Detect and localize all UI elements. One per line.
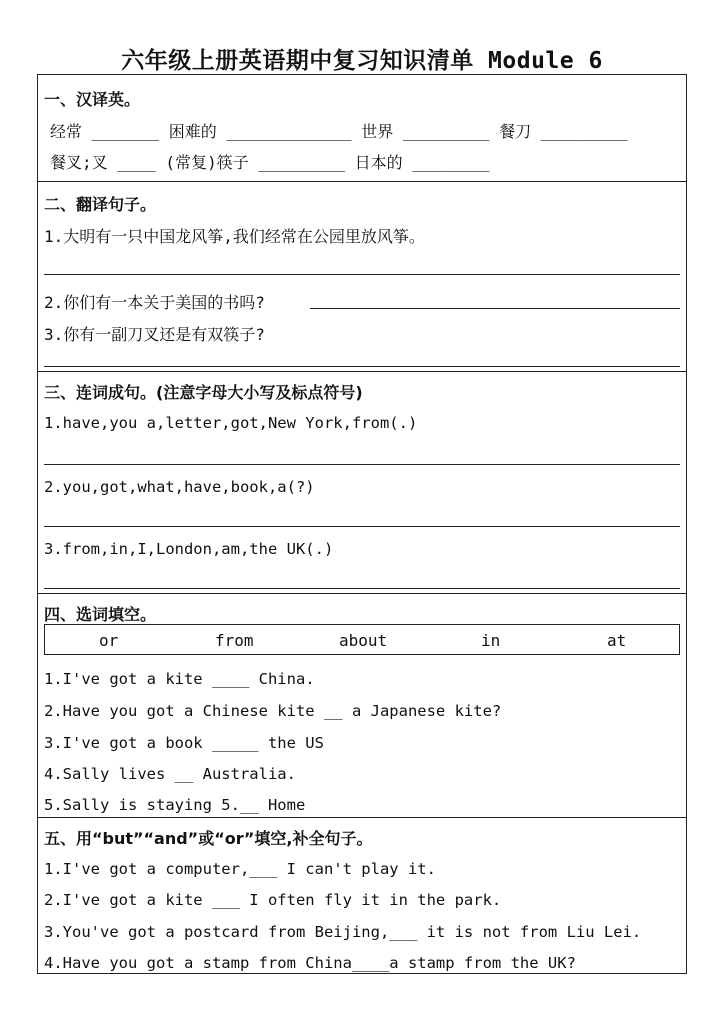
- section-heading: 一、汉译英。: [44, 90, 141, 109]
- word-bank-item: or: [99, 631, 119, 650]
- answer-line: [44, 588, 680, 589]
- question-text: 1.大明有一只中国龙风筝,我们经常在公园里放风筝。: [44, 227, 425, 246]
- word-bank-item: in: [481, 631, 501, 650]
- section-heading: 五、用“but”“and”或“or”填空,补全句子。: [44, 829, 373, 848]
- section-fill-words: [38, 593, 686, 818]
- question-text: 1.have,you a,letter,got,New York,from(.): [44, 414, 418, 432]
- question-text: 2.Have you got a Chinese kite __ a Japanese kite?: [44, 702, 502, 720]
- vocab-row: 餐叉;叉 ____ (常复)筷子 _________ 日本的 ________: [50, 153, 490, 172]
- word-bank-item: at: [607, 631, 627, 650]
- page-title: 六年级上册英语期中复习知识清单 Module 6: [121, 48, 603, 74]
- question-text: 5.Sally is staying 5.__ Home: [44, 796, 306, 814]
- question-text: 3.你有一副刀叉还是有双筷子?: [44, 325, 265, 344]
- question-text: 2.you,got,what,have,book,a(?): [44, 478, 315, 496]
- section-conjunctions: [38, 817, 686, 973]
- vocab-row: 经常 _______ 困难的 _____________ 世界 _________ 餐刀 _________: [50, 122, 628, 141]
- question-text: 3.from,in,I,London,am,the UK(.): [44, 540, 334, 558]
- answer-line: [44, 464, 680, 465]
- question-text: 2.你们有一本关于美国的书吗?: [44, 293, 265, 312]
- question-text: 2.I've got a kite ___ I often fly it in the park.: [44, 891, 502, 909]
- section-heading: 三、连词成句。(注意字母大小写及标点符号): [44, 383, 363, 402]
- section-translate: [38, 181, 686, 372]
- answer-line: [310, 308, 680, 309]
- answer-line: [44, 274, 680, 275]
- answer-line: [44, 526, 680, 527]
- question-text: 3.I've got a book _____ the US: [44, 734, 324, 752]
- section-heading: 二、翻译句子。: [44, 195, 157, 214]
- word-bank-item: about: [339, 631, 388, 650]
- word-bank: [44, 624, 680, 655]
- answer-line: [44, 366, 680, 367]
- question-text: 4.Sally lives __ Australia.: [44, 765, 296, 783]
- question-text: 4.Have you got a stamp from China____a stamp from the UK?: [44, 954, 576, 972]
- word-bank-item: from: [215, 631, 254, 650]
- worksheet: [37, 74, 687, 974]
- question-text: 3.You've got a postcard from Beijing,___ it is not from Liu Lei.: [44, 923, 642, 941]
- section-heading: 四、选词填空。: [44, 605, 157, 624]
- question-text: 1.I've got a computer,___ I can't play it.: [44, 860, 436, 878]
- section-word-order: [38, 371, 686, 594]
- question-text: 1.I've got a kite ____ China.: [44, 670, 315, 688]
- section-vocab: [38, 75, 686, 181]
